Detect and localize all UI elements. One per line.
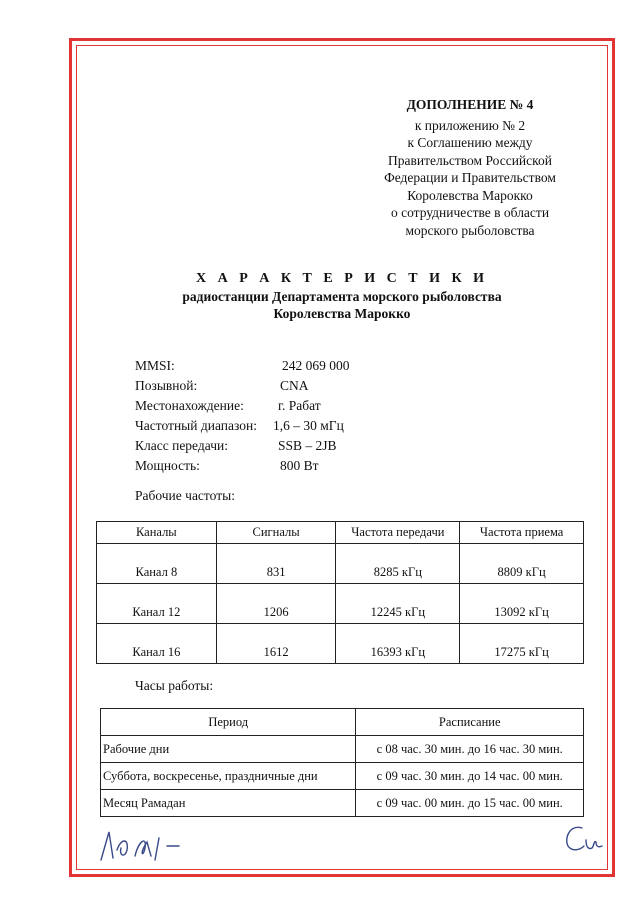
addendum-line: Федерации и Правительством	[384, 170, 556, 185]
signature-left-icon	[95, 820, 205, 870]
table-row	[97, 624, 584, 664]
table-row	[97, 544, 584, 584]
table-cell: с 09 час. 30 мин. до 14 час. 00 мин.	[356, 763, 584, 790]
document-heading	[69, 270, 615, 323]
table-cell: 17275 кГц	[460, 624, 584, 664]
addendum-line: Правительством Российской	[388, 152, 552, 168]
heading-subtitle-line2: Королевства Марокко	[273, 306, 411, 321]
table-cell: Рабочие дни	[101, 736, 356, 763]
heading-title: Х А Р А К Т Е Р И С Т И К И	[195, 271, 489, 286]
param-value: 800 Вт	[280, 458, 319, 473]
table-row	[97, 584, 584, 624]
addendum-title: ДОПОЛНЕНИЕ № 4	[406, 97, 534, 112]
hours-table	[100, 708, 584, 817]
hours-label: Часы работы:	[135, 678, 214, 693]
column-header: Период	[101, 709, 356, 736]
param-label: Мощность:	[135, 458, 200, 473]
param-label: Позывной:	[135, 378, 198, 393]
param-row-frequency-range	[135, 416, 344, 436]
frequencies-label: Рабочие частоты:	[135, 488, 235, 503]
param-row-location	[135, 396, 321, 416]
table-header-row	[97, 522, 584, 544]
param-label: Класс передачи:	[135, 438, 228, 453]
table-cell: 831	[216, 544, 336, 584]
table-cell: 13092 кГц	[460, 584, 584, 624]
addendum-line: к Соглашению между	[407, 135, 533, 150]
addendum-line: к приложению № 2	[414, 117, 526, 133]
addendum-line: Королевства Марокко	[407, 187, 533, 203]
addendum-line: о сотрудничестве в области	[390, 205, 550, 220]
table-cell: с 09 час. 00 мин. до 15 час. 00 мин.	[356, 790, 584, 817]
table-cell: 1206	[216, 584, 336, 624]
param-row-callsign	[135, 376, 309, 396]
addendum-block	[382, 96, 558, 239]
table-cell: 8809 кГц	[460, 544, 584, 584]
table-cell: 12245 кГц	[336, 584, 460, 624]
param-row-power	[135, 456, 319, 476]
table-row	[101, 736, 584, 763]
frequencies-table	[96, 521, 584, 664]
table-cell: Канал 12	[97, 584, 217, 624]
param-row-mmsi	[135, 356, 350, 376]
table-header-row	[101, 709, 584, 736]
param-label: Местонахождение:	[135, 398, 244, 413]
station-parameters	[135, 356, 350, 476]
column-header: Расписание	[356, 709, 584, 736]
table-row	[101, 763, 584, 790]
table-cell: Канал 16	[97, 624, 217, 664]
table-cell: Канал 8	[97, 544, 217, 584]
table-cell: 16393 кГц	[336, 624, 460, 664]
param-label: MMSI:	[135, 358, 175, 373]
column-header: Частота передачи	[336, 522, 460, 544]
table-cell: с 08 час. 30 мин. до 16 час. 30 мин.	[356, 736, 584, 763]
param-value: г. Рабат	[278, 398, 321, 413]
param-row-transmission-class	[135, 436, 337, 456]
column-header: Частота приема	[460, 522, 584, 544]
addendum-line: морского рыболовства	[405, 222, 535, 238]
param-value: SSB – 2JB	[278, 438, 337, 453]
heading-subtitle-line1: радиостанции Департамента морского рыболовства	[182, 288, 502, 304]
param-value: 1,6 – 30 мГц	[273, 418, 344, 433]
column-header: Каналы	[97, 522, 217, 544]
table-cell: 8285 кГц	[336, 544, 460, 584]
signature-right-icon	[560, 820, 610, 860]
table-cell: Суббота, воскресенье, праздничные дни	[101, 763, 356, 790]
param-label: Частотный диапазон:	[135, 418, 257, 433]
table-cell: Месяц Рамадан	[101, 790, 356, 817]
table-row	[101, 790, 584, 817]
param-value: CNA	[280, 378, 309, 393]
column-header: Сигналы	[216, 522, 336, 544]
table-cell: 1612	[216, 624, 336, 664]
param-value: 242 069 000	[282, 358, 350, 373]
